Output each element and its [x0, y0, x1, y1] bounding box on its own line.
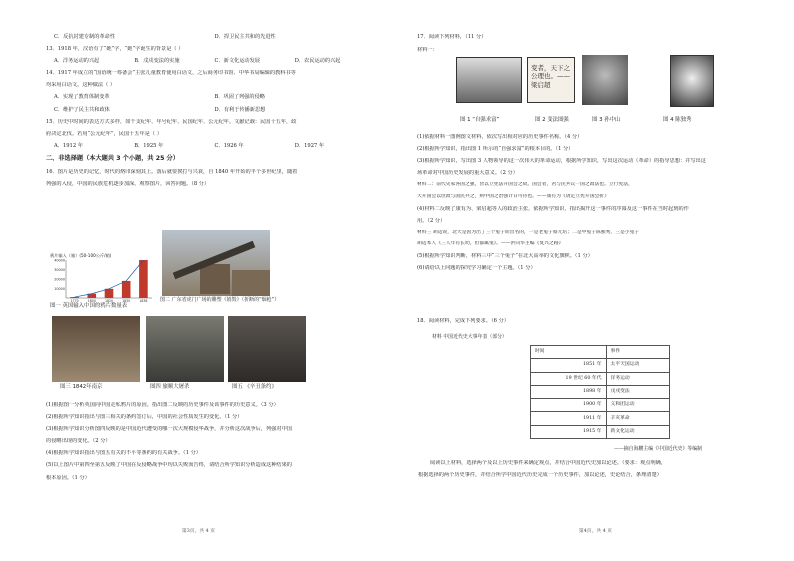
answer-option: A．1912 年	[54, 142, 83, 149]
table-row	[531, 385, 670, 398]
y-tick-label: 30000	[54, 268, 65, 272]
q17-line: 胡适本人《三人年有长幼，但都属兔》。——洪向华主编《复兴之路》	[417, 241, 564, 247]
answer-option: C．1926 年	[214, 142, 244, 149]
x-tick-label: 1830	[122, 299, 131, 303]
section-title: 二、非选择题（本大题共 3 个小题，共 25 分）	[46, 154, 179, 162]
subquestion-line: (3)根据所学知识分析图四反映的是中国近代遭受的哪一次大规模侵华战争，并分析这次战争后，列强对中国	[46, 426, 292, 433]
answer-option: D．捍卫民主共和的先进性	[214, 34, 276, 40]
table-row	[531, 372, 670, 385]
r-fig3-caption: 图 3 孙中山	[592, 117, 621, 123]
answer-option: B．1925 年	[134, 142, 164, 149]
answer-options	[46, 107, 375, 114]
q17-line: 场革命对中国历史发展的重大意义。（2 分）	[417, 170, 518, 177]
subquestion-line: 的侵略出现的变化。（2 分）	[46, 438, 111, 445]
answer-option: C．反抗封建专制的革命性	[54, 34, 116, 40]
chronology-table	[530, 345, 670, 439]
question-line: 15．历史中时间的表达方式多样，如干支纪年、年号纪年、民国纪年、公元纪年。文献记载：民国十五年，政	[46, 118, 297, 125]
material1-label: 材料一：	[417, 46, 438, 53]
table-cell-event: 辛亥革命	[606, 412, 669, 425]
answer-options	[46, 58, 375, 65]
question-line: 均采用白话文。这种做法（ ）	[46, 82, 116, 89]
table-row	[531, 412, 670, 425]
answer-option: C．新文化运动发展	[214, 58, 260, 65]
opium-chart	[48, 252, 156, 304]
q17-line: (3)根据所学知识，写出图 3 人物领导的这一次伟大的革命运动，根据所学知识，写出这次运动（革命）的指导思想：并写出这	[417, 158, 706, 165]
chart-bar	[105, 289, 114, 298]
q18-line-2: 根据选择的两个历史事件，并结合所学中国近代历史完成一个历史事件，加以论述，史论结合，条理清楚）	[418, 472, 662, 479]
table-cell-event: 太平天国运动	[606, 359, 669, 372]
q17-line: 材料三 胡适说，北大是因为出了三个兔子而出名的，一是老兔子蔡元培；二是中兔子陈独秀，三是小兔子	[417, 229, 640, 235]
answer-option: D．有利于传播新思想	[214, 106, 266, 113]
quote-box	[527, 57, 575, 103]
table-source: ——摘自海鹏主编《中国近代史》等编制	[614, 446, 703, 452]
question-line: 14．1917 年成立的“国语统一筹备会”主张儿童教育使用白话文，之后商务印书馆、中华书局编辑的教科书等	[46, 70, 296, 77]
q17-line: 大开国会以庶政与国民共之，则中国之治强计日可待也。——康有为《请定立宪开国会折》	[417, 193, 609, 199]
q17-line: (4)材料二反映了康有为、梁启超等人的政治主张，依据所学知识，指出揭开这一事件的序幕及这一事件在当时起到的作	[417, 205, 689, 212]
q17-head: 17．阅读下列材料，（11 分）	[417, 34, 487, 40]
subquestion-line: (2)根据所学知识指出与图三相关的条约签订后，中国的社会性质发生的变化。（1 分）	[46, 414, 243, 421]
treaty-photo	[228, 316, 306, 382]
q18-requirement	[418, 460, 760, 484]
fig2-caption: 图二 广东省虎门广场的雕塑《销毁》（折断的“烟枪”）	[160, 297, 280, 303]
nanjing-photo	[52, 316, 140, 382]
subquestion-line: (4)根据所学知识指出与图五有关的不平等条约的有关战争。（1 分）	[46, 450, 201, 457]
x-tick-label: 1770	[70, 299, 79, 303]
table-cell-time: 1898 年	[531, 385, 607, 398]
q18-line-1: 阅读以上材料，选择两个及以上历史事件来确定观点，并结合中国近代史加以论述。（要求：观点明确，	[430, 460, 667, 466]
answer-options	[46, 143, 375, 150]
answer-option: A．实现了教育体制变革	[54, 94, 110, 101]
q16-subquestions	[46, 402, 376, 487]
answer-option: D．1927 年	[294, 142, 325, 149]
table-cell-event: 洋务运动	[606, 372, 669, 385]
fig4-caption: 图四 旅顺大屠杀	[150, 384, 190, 390]
answer-option: C．维护了民主共和政体	[54, 106, 110, 113]
q17-line: 材料二：前代史家各国之强，皆以立宪法开国会之故。国会者，君与民共议一国之政法也。立行宪法，	[417, 182, 633, 188]
answer-option: D．农民运动的兴起	[294, 58, 341, 65]
q17-line: 用。（2 分）	[417, 217, 446, 224]
answer-options	[46, 34, 375, 41]
table-header: 事件	[606, 346, 669, 359]
statue-photo	[162, 230, 270, 296]
footer-page-4: 第4页，共 4 页	[578, 529, 613, 535]
fig3-caption: 图三 1842年南京	[60, 384, 103, 390]
table-row	[531, 399, 670, 412]
q17-lines	[417, 134, 757, 277]
answer-option: A．洋务运动的兴起	[54, 58, 100, 65]
question-line: 府决定北伐。若用“公元纪年”，民国十五年是（ ）	[46, 130, 162, 137]
chart-bar	[70, 297, 79, 298]
table-cell-time: 1900 年	[531, 399, 607, 412]
subquestion-line: (5)以上图片中第四至第五反映了中国在反侵略战争中均以失败而告终，请结合所学知识分析造成这种结果的	[46, 462, 292, 469]
footer-page-3: 第3页，共 4 页	[181, 529, 216, 535]
q16-line-2: 列强的入侵，中国的民族危机逐步加深。观察图片，回答问题。（8 分）	[46, 180, 210, 187]
q17-line: (1)依据材料一图例图文材料，依次写出相对应的历史事件名称。（4 分）	[417, 134, 583, 140]
fig1-caption: 图一 英国输入中国的鸦片数量表	[50, 303, 128, 309]
y-tick-label: 20000	[54, 277, 65, 282]
subquestion-line: (1)根据图一分析英国向中国走私鸦片的原因。指出图二反映的历史事件及该事件的历史意义。（3 分）	[46, 402, 279, 408]
table-header: 时间	[531, 346, 607, 359]
x-tick-label: 1838	[139, 299, 148, 303]
table-cell-time: 19 世纪 60 年代	[531, 372, 607, 385]
sun-yat-sen-portrait	[582, 55, 628, 105]
q17-line: (2)根据所学知识，指出图 1 所示的“自强求富”的根本目的。（1 分）	[417, 146, 574, 153]
factory-photo	[456, 57, 522, 103]
quote-text: 变者，天下之公理也。——梁启超	[531, 64, 570, 89]
answer-option: B．戊戌变法的实施	[134, 58, 180, 65]
table-cell-time: 1915 年	[531, 425, 607, 438]
left-question-lines	[46, 34, 375, 149]
table-cell-event: 戊戌变法	[606, 385, 669, 398]
chart-title: 鸦片输入（箱）(50-100公斤/箱)	[50, 253, 112, 258]
table-row	[531, 425, 670, 438]
table-row	[531, 359, 670, 372]
y-tick-label: 40000	[54, 258, 65, 263]
chart-bar	[139, 260, 148, 298]
answer-option: B．巩固了列强的侵略	[214, 94, 265, 101]
x-tick-label: 1800	[87, 299, 96, 303]
q16-line-1: 16．图片是历史的记忆，时代的烙印深刻其上。落后就要挨打与兴衰，自 1840 年开始的半个多世纪里，随着	[46, 168, 298, 175]
r-fig4-caption: 图 4 陈独秀	[663, 117, 692, 123]
y-tick-label: 10000	[54, 287, 65, 291]
chen-duxiu-portrait	[670, 55, 714, 107]
table-cell-event: 义和团运动	[606, 399, 669, 412]
table-cell-time: 1911 年	[531, 412, 607, 425]
q17-line: (5)根据所学知识判断，材料三中“三个兔子”在北大高举的文化旗帜。（1 分）	[417, 252, 593, 259]
x-tick-label: 1820	[104, 299, 114, 303]
answer-options	[46, 94, 375, 101]
question-line: 13．1918 年，汉语有了“她”字，“她”字诞生的背景是（ ）	[46, 46, 184, 53]
r-fig1-caption: 图 1 “自强求富”	[460, 117, 500, 123]
table-cell-event: 新文化运动	[606, 425, 669, 438]
q17-line: (6)请给以上问题的探究学习确定一个主题。（1 分）	[417, 264, 536, 271]
q18-head: 18．阅读材料，完成下列要求。（6 分）	[417, 318, 509, 324]
table-cell-time: 1851 年	[531, 359, 607, 372]
chart-bar	[122, 281, 131, 298]
q18-material: 材料 中国近代史大事年表（部分）	[432, 334, 507, 340]
massacre-photo	[146, 316, 224, 382]
fig5-caption: 图五 《辛丑条约》	[232, 384, 277, 390]
subquestion-line: 根本原因。（1 分）	[46, 474, 90, 481]
r-fig2-caption: 图 2 变法图强	[535, 117, 569, 123]
